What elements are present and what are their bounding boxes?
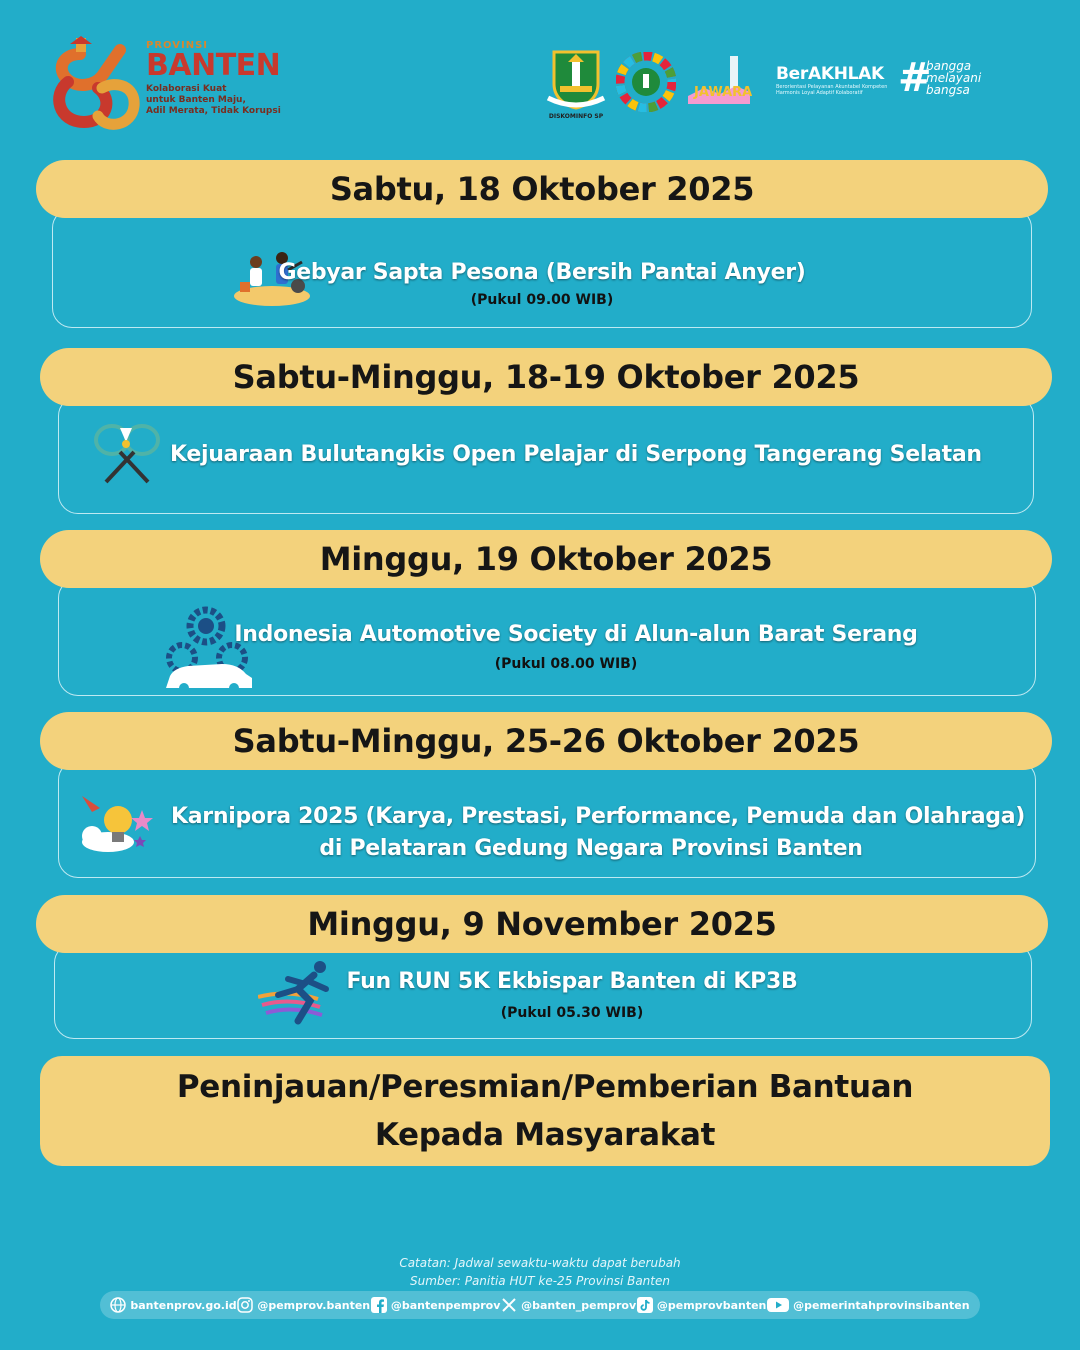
event-title: Karnipora 2025 (Karya, Prestasi, Performance, Pemuda dan Olahraga) xyxy=(171,804,1025,829)
hut-25-logo-icon xyxy=(50,36,142,132)
tiktok-icon xyxy=(637,1297,653,1313)
globe-icon xyxy=(110,1297,126,1313)
event-date: Sabtu-Minggu, 25-26 Oktober 2025 xyxy=(40,712,1052,770)
social-website[interactable]: bantenprov.go.id xyxy=(110,1297,236,1313)
brand-prefix: PROVINSI xyxy=(146,40,209,51)
event-card-3 xyxy=(40,530,1052,700)
header xyxy=(0,30,1080,140)
x-icon xyxy=(501,1297,517,1313)
instagram-icon xyxy=(237,1297,253,1313)
bangga-melayani-logo: # bangga melayani bangsa xyxy=(898,55,982,101)
jawara-portal-icon xyxy=(686,52,752,114)
event-time: (Pukul 08.00 WIB) xyxy=(494,656,638,672)
event-title: Indonesia Automotive Society di Alun-alun Barat Serang xyxy=(234,622,918,647)
event-date: Sabtu, 18 Oktober 2025 xyxy=(36,160,1048,218)
svg-text:JAWARA: JAWARA xyxy=(694,85,752,100)
event-title: Fun RUN 5K Ekbispar Banten di KP3B xyxy=(346,969,798,994)
event-title-line2: di Pelataran Gedung Negara Provinsi Banten xyxy=(319,836,863,861)
closing-banner xyxy=(40,1056,1050,1166)
brand-name: BANTEN xyxy=(146,48,281,83)
social-bar xyxy=(100,1291,980,1319)
social-instagram[interactable]: @pemprov.banten xyxy=(237,1297,370,1313)
partner-label: DISKOMINFO SP xyxy=(548,113,604,120)
berakhlak-logo: BerAKHLAK Berorientasi Pelayanan Akuntabel Kompeten Harmonis Loyal Adaptif Kolaboratif xyxy=(776,64,888,96)
event-title: Gebyar Sapta Pesona (Bersih Pantai Anyer) xyxy=(278,260,806,285)
hashtag-icon: # xyxy=(898,55,932,101)
event-card-2 xyxy=(40,348,1052,518)
footer-source: Sumber: Panitia HUT ke-25 Provinsi Banten xyxy=(410,1274,670,1288)
social-x[interactable]: @banten_pemprov xyxy=(501,1297,636,1313)
social-tiktok[interactable]: @pemprovbanten xyxy=(637,1297,767,1313)
event-time: (Pukul 09.00 WIB) xyxy=(470,292,614,308)
brand-tagline: Kolaborasi Kuat untuk Banten Maju, Adil Merata, Tidak Korupsi xyxy=(146,84,281,116)
closing-line-1: Peninjauan/Peresmian/Pemberian Bantuan xyxy=(176,1069,914,1105)
youtube-icon xyxy=(767,1297,789,1313)
event-date: Minggu, 9 November 2025 xyxy=(36,895,1048,953)
banten-emblem xyxy=(546,48,606,118)
footer-note: Catatan: Jadwal sewaktu-waktu dapat berubah xyxy=(399,1256,681,1270)
event-date: Sabtu-Minggu, 18-19 Oktober 2025 xyxy=(40,348,1052,406)
brand-block xyxy=(146,40,286,117)
sdg-wheel-icon xyxy=(616,52,676,112)
event-date: Minggu, 19 Oktober 2025 xyxy=(40,530,1052,588)
event-card-1 xyxy=(36,160,1048,330)
banten-emblem-icon xyxy=(546,48,606,110)
facebook-icon xyxy=(371,1297,387,1313)
event-title: Kejuaraan Bulutangkis Open Pelajar di Serpong Tangerang Selatan xyxy=(170,442,982,467)
gear-car-icon xyxy=(164,602,254,692)
event-time: (Pukul 05.30 WIB) xyxy=(500,1005,644,1021)
event-card-4 xyxy=(40,712,1052,882)
social-youtube[interactable]: @pemerintahprovinsibanten xyxy=(767,1297,969,1313)
event-card-5 xyxy=(36,895,1048,1045)
closing-line-2: Kepada Masyarakat xyxy=(374,1117,716,1153)
social-facebook[interactable]: @bantenpemprov xyxy=(371,1297,501,1313)
badminton-icon xyxy=(90,420,166,490)
